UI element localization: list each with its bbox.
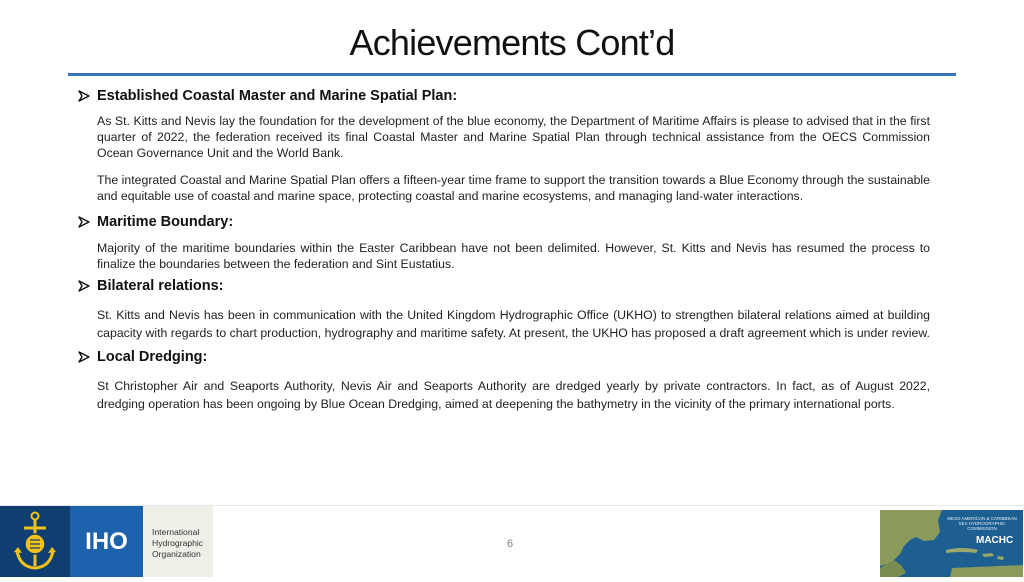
paragraph: The integrated Coastal and Marine Spatial Plan offers a fifteen-year time frame to support the transition towards a Blue Economy through the sustainable and equitable use of coastal and marine space, protecting coastal and marine ecosystems, and managing land-water interactions. bbox=[97, 173, 930, 203]
paragraph: As St. Kitts and Nevis lay the foundation for the development of the blue economy, the Department of Maritime Affairs is please to advised that in the first quarter of 2022, the federation received its final Coastal Master and Marine Spatial Plan through technical assistance from the OECS Commission Ocean Governance Unit and the World Bank. bbox=[97, 114, 930, 160]
section-heading-maritime-boundary bbox=[78, 212, 930, 232]
title-underline bbox=[68, 73, 956, 76]
arrow-bullet-icon bbox=[78, 90, 90, 102]
paragraph: St Christopher Air and Seaports Authority, Nevis Air and Seaports Authority are dredged yearly by private contractors. In fact, as of August 2022, dredging operation has been ongoing by Blue Ocean Dredging, aimed at deepening the bathymetry in the vicinity of the primary international ports. bbox=[97, 379, 930, 411]
section-heading-text: Bilateral relations: bbox=[97, 278, 224, 294]
paragraph: Majority of the maritime boundaries within the Easter Caribbean have not been delimited. However, St. Kitts and Nevis has resumed the process to finalize the boundaries between the federation and Sint Eustatius. bbox=[97, 241, 930, 271]
machc-wordmark: MACHC bbox=[976, 535, 1014, 546]
arrow-bullet-icon bbox=[78, 280, 90, 292]
slide-content bbox=[78, 86, 930, 413]
section-heading-local-dredging bbox=[78, 347, 930, 367]
section-heading-coastal-plan bbox=[78, 86, 930, 106]
page-number: 6 bbox=[506, 538, 514, 550]
anchor-emblem-icon bbox=[0, 506, 70, 577]
footer-bar bbox=[0, 505, 1024, 577]
machc-caption: MESO AMERICAN & CARIBBEAN SEA HYDROGRAPHIC COMMISSION bbox=[947, 516, 1017, 531]
section-heading-bilateral-relations bbox=[78, 276, 930, 296]
iho-organization-name: International Hydrographic Organization bbox=[143, 506, 213, 577]
section-heading-text: Local Dredging: bbox=[97, 349, 208, 365]
iho-logo-mark: IHO bbox=[70, 506, 143, 577]
arrow-bullet-icon bbox=[78, 216, 90, 228]
paragraph: St. Kitts and Nevis has been in communication with the United Kingdom Hydrographic Office (UKHO) to strengthen bilateral relations aimed at building capacity with regards to chart production, hydrography and maritime safety. At present, the UKHO has proposed a draft agreement which is under review. bbox=[97, 308, 930, 340]
machc-logo bbox=[880, 510, 1023, 577]
section-heading-text: Maritime Boundary: bbox=[97, 214, 234, 230]
slide-title: Achievements Cont’d bbox=[349, 22, 675, 63]
section-heading-text: Established Coastal Master and Marine Spatial Plan: bbox=[97, 88, 458, 104]
iho-emblem bbox=[0, 506, 70, 577]
arrow-bullet-icon bbox=[78, 351, 90, 363]
